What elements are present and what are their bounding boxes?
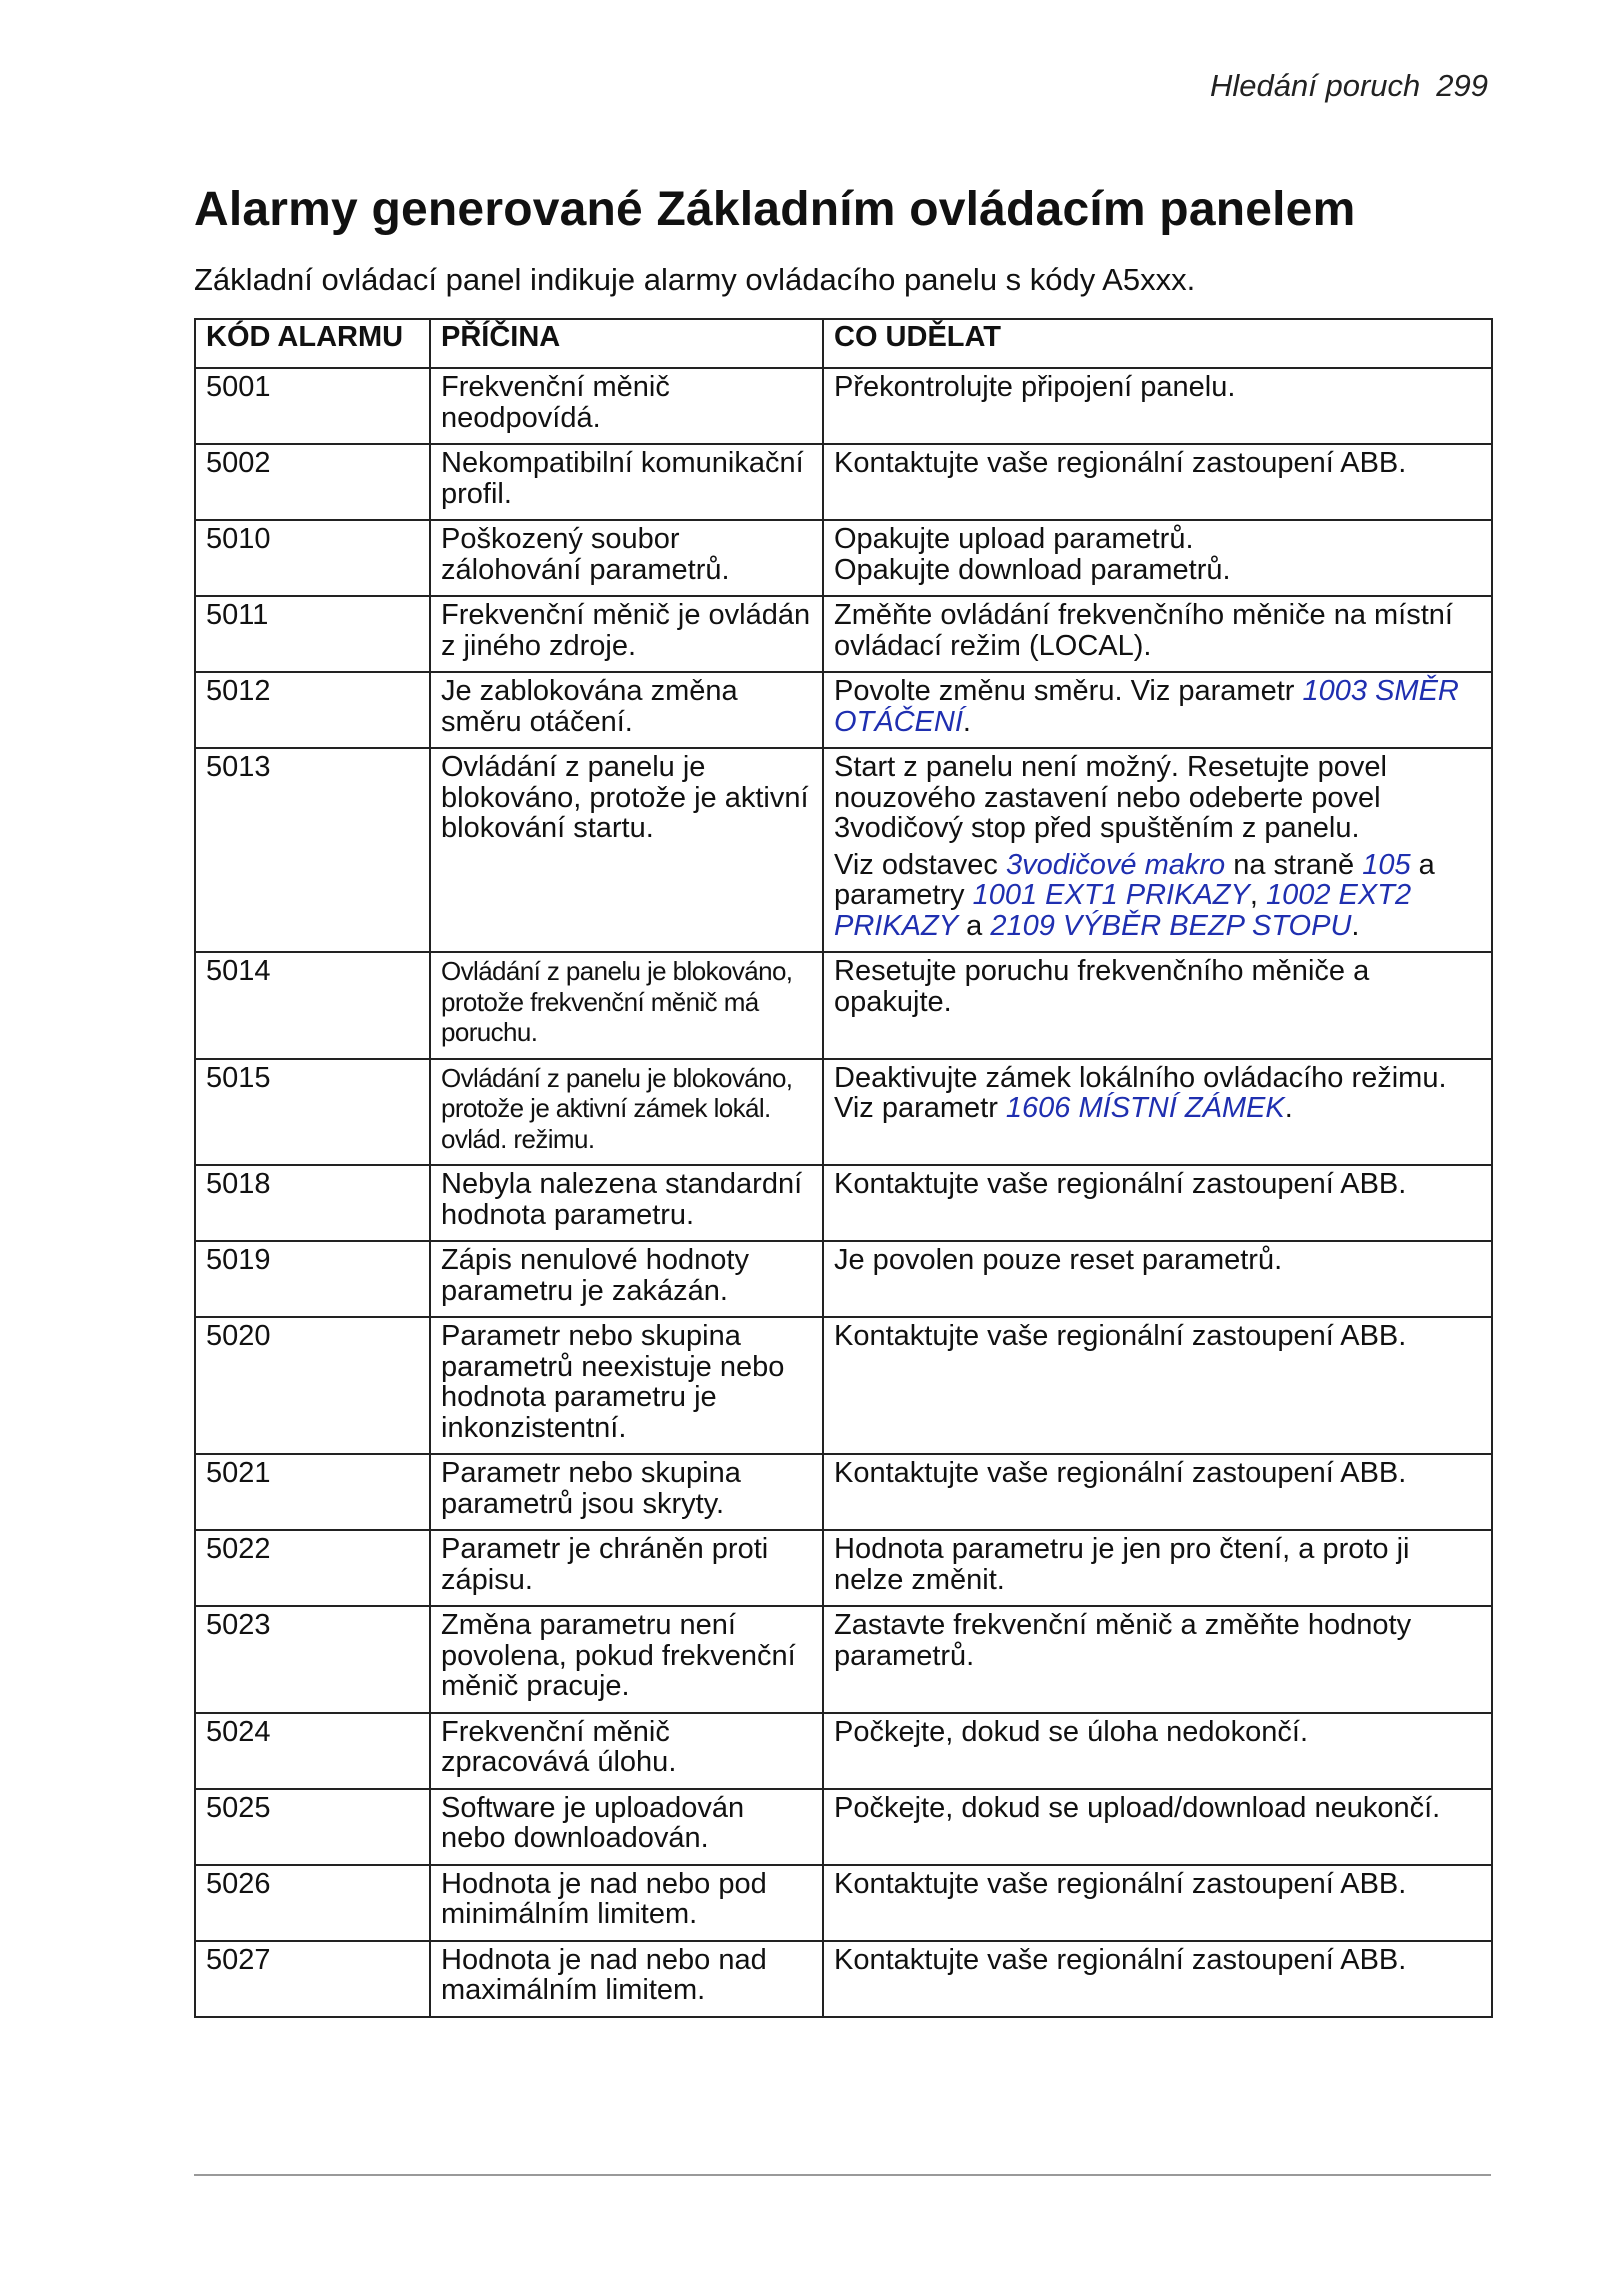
page-title: Alarmy generované Základním ovládacím panelem — [194, 183, 1356, 236]
alarm-action — [823, 1059, 1492, 1166]
intro-text: Základní ovládací panel indikuje alarmy ovládacího panelu s kódy A5xxx. — [194, 262, 1196, 297]
alarm-cause: Frekvenční měnič zpracovává úlohu. — [430, 1713, 823, 1789]
alarm-action: Zastavte frekvenční měnič a změňte hodnoty parametrů. — [823, 1606, 1492, 1713]
column-header-cause: PŘÍČINA — [430, 319, 823, 368]
alarm-code: 5019 — [195, 1241, 430, 1317]
table-row — [195, 1454, 1492, 1530]
alarm-table — [194, 318, 1493, 2018]
alarm-cause: Zápis nenulové hodnoty parametru je zakázán. — [430, 1241, 823, 1317]
table-row — [195, 1059, 1492, 1166]
alarm-action: Hodnota parametru je jen pro čtení, a proto ji nelze změnit. — [823, 1530, 1492, 1606]
section-name: Hledání poruch — [1210, 68, 1421, 103]
table-row — [195, 596, 1492, 672]
alarm-code: 5012 — [195, 672, 430, 748]
alarm-code: 5015 — [195, 1059, 430, 1166]
alarm-action: Překontrolujte připojení panelu. — [823, 368, 1492, 444]
alarm-code: 5024 — [195, 1713, 430, 1789]
alarm-action: Kontaktujte vaše regionální zastoupení ABB. — [823, 1941, 1492, 2017]
alarm-action: Kontaktujte vaše regionální zastoupení ABB. — [823, 1165, 1492, 1241]
action-paragraph — [834, 850, 1481, 942]
table-row — [195, 1713, 1492, 1789]
link-page-105[interactable]: 105 — [1362, 848, 1411, 881]
alarm-code: 5014 — [195, 952, 430, 1059]
parameter-link-1002[interactable]: 1002 EXT2 PRIKAZY — [834, 879, 1412, 942]
alarm-action: Počkejte, dokud se úloha nedokončí. — [823, 1713, 1492, 1789]
footer-rule — [194, 2174, 1491, 2176]
alarm-action — [823, 672, 1492, 748]
action-line: Opakujte download parametrů. — [834, 553, 1231, 586]
alarm-cause: Poškozený soubor zálohování parametrů. — [430, 520, 823, 596]
action-paragraph: Start z panelu není možný. Resetujte povel nouzového zastavení nebo odeberte povel 3vodičový stop před spuštěním z panelu. — [834, 751, 1387, 844]
action-text: , — [1249, 879, 1266, 911]
alarm-cause: Parametr nebo skupina parametrů jsou skryty. — [430, 1454, 823, 1530]
action-text: a — [958, 909, 991, 942]
alarm-cause: Parametr nebo skupina parametrů neexistuje nebo hodnota parametru je inkonzistentní. — [430, 1317, 823, 1454]
parameter-link-1001[interactable]: 1001 EXT1 PRIKAZY — [972, 879, 1250, 911]
alarm-cause: Software je uploadován nebo downloadován. — [430, 1789, 823, 1865]
alarm-code: 5018 — [195, 1165, 430, 1241]
table-row — [195, 1317, 1492, 1454]
table-row — [195, 1606, 1492, 1713]
page-number: 299 — [1436, 68, 1488, 103]
table-row — [195, 952, 1492, 1059]
action-text: . — [1284, 1092, 1293, 1124]
table-row — [195, 1865, 1492, 1941]
table-row — [195, 1165, 1492, 1241]
alarm-action: Kontaktujte vaše regionální zastoupení ABB. — [823, 1454, 1492, 1530]
action-line: Opakujte upload parametrů. — [834, 523, 1194, 555]
parameter-link-1606[interactable]: 1606 MÍSTNÍ ZÁMEK — [1005, 1092, 1285, 1124]
action-text: . — [1351, 909, 1360, 942]
action-text: na straně — [1225, 848, 1363, 881]
alarm-code: 5010 — [195, 520, 430, 596]
alarm-code: 5011 — [195, 596, 430, 672]
table-row — [195, 1941, 1492, 2017]
alarm-code: 5002 — [195, 444, 430, 520]
alarm-action: Je povolen pouze reset parametrů. — [823, 1241, 1492, 1317]
alarm-action — [823, 520, 1492, 596]
action-text: Deaktivujte zámek lokálního ovládacího režimu. Viz parametr — [834, 1061, 1447, 1124]
alarm-action: Resetujte poruchu frekvenčního měniče a opakujte. — [823, 952, 1492, 1059]
alarm-action: Kontaktujte vaše regionální zastoupení ABB. — [823, 1317, 1492, 1454]
alarm-cause: Ovládání z panelu je blokováno, protože je aktivní blokování startu. — [430, 748, 823, 952]
alarm-action — [823, 748, 1492, 952]
alarm-cause: Změna parametru není povolena, pokud frekvenční měnič pracuje. — [430, 1606, 823, 1713]
alarm-code: 5023 — [195, 1606, 430, 1713]
action-text: Viz odstavec — [834, 848, 1006, 881]
alarm-code: 5026 — [195, 1865, 430, 1941]
action-text: Povolte změnu směru. Viz parametr — [834, 675, 1303, 707]
alarm-cause: Nebyla nalezena standardní hodnota parametru. — [430, 1165, 823, 1241]
running-header — [1210, 68, 1488, 104]
alarm-action: Kontaktujte vaše regionální zastoupení ABB. — [823, 444, 1492, 520]
alarm-code: 5001 — [195, 368, 430, 444]
link-3wire-macro[interactable]: 3vodičové makro — [1005, 848, 1226, 881]
table-row — [195, 672, 1492, 748]
column-header-action: CO UDĚLAT — [823, 319, 1492, 368]
table-row — [195, 520, 1492, 596]
action-text: a parametry — [834, 848, 1435, 911]
alarm-code: 5022 — [195, 1530, 430, 1606]
alarm-cause: Hodnota je nad nebo nad maximálním limitem. — [430, 1941, 823, 2017]
alarm-action: Změňte ovládání frekvenčního měniče na místní ovládací režim (LOCAL). — [823, 596, 1492, 672]
alarm-cause: Frekvenční měnič neodpovídá. — [430, 368, 823, 444]
alarm-action: Kontaktujte vaše regionální zastoupení ABB. — [823, 1865, 1492, 1941]
alarm-code: 5021 — [195, 1454, 430, 1530]
table-row — [195, 444, 1492, 520]
table-row — [195, 1789, 1492, 1865]
alarm-code: 5025 — [195, 1789, 430, 1865]
alarm-cause: Nekompatibilní komunikační profil. — [430, 444, 823, 520]
table-row — [195, 748, 1492, 952]
column-header-code: KÓD ALARMU — [195, 319, 430, 368]
table-header-row — [195, 319, 1492, 368]
action-text: . — [962, 705, 971, 738]
table-row — [195, 1530, 1492, 1606]
parameter-link-1003[interactable]: 1003 SMĚR OTÁČENÍ — [834, 675, 1459, 738]
table-row — [195, 1241, 1492, 1317]
table-row — [195, 368, 1492, 444]
alarm-code: 5027 — [195, 1941, 430, 2017]
alarm-cause: Ovládání z panelu je blokováno, protože frekvenční měnič má poruchu. — [430, 952, 823, 1059]
alarm-cause: Ovládání z panelu je blokováno, protože je aktivní zámek lokál. ovlád. režimu. — [430, 1059, 823, 1166]
alarm-cause: Parametr je chráněn proti zápisu. — [430, 1530, 823, 1606]
alarm-cause: Frekvenční měnič je ovládán z jiného zdroje. — [430, 596, 823, 672]
alarm-action: Počkejte, dokud se upload/download neukončí. — [823, 1789, 1492, 1865]
alarm-code: 5020 — [195, 1317, 430, 1454]
alarm-cause: Je zablokována změna směru otáčení. — [430, 672, 823, 748]
alarm-cause: Hodnota je nad nebo pod minimálním limitem. — [430, 1865, 823, 1941]
alarm-code: 5013 — [195, 748, 430, 952]
parameter-link-2109[interactable]: 2109 VÝBĚR BEZP STOPU — [990, 909, 1352, 942]
